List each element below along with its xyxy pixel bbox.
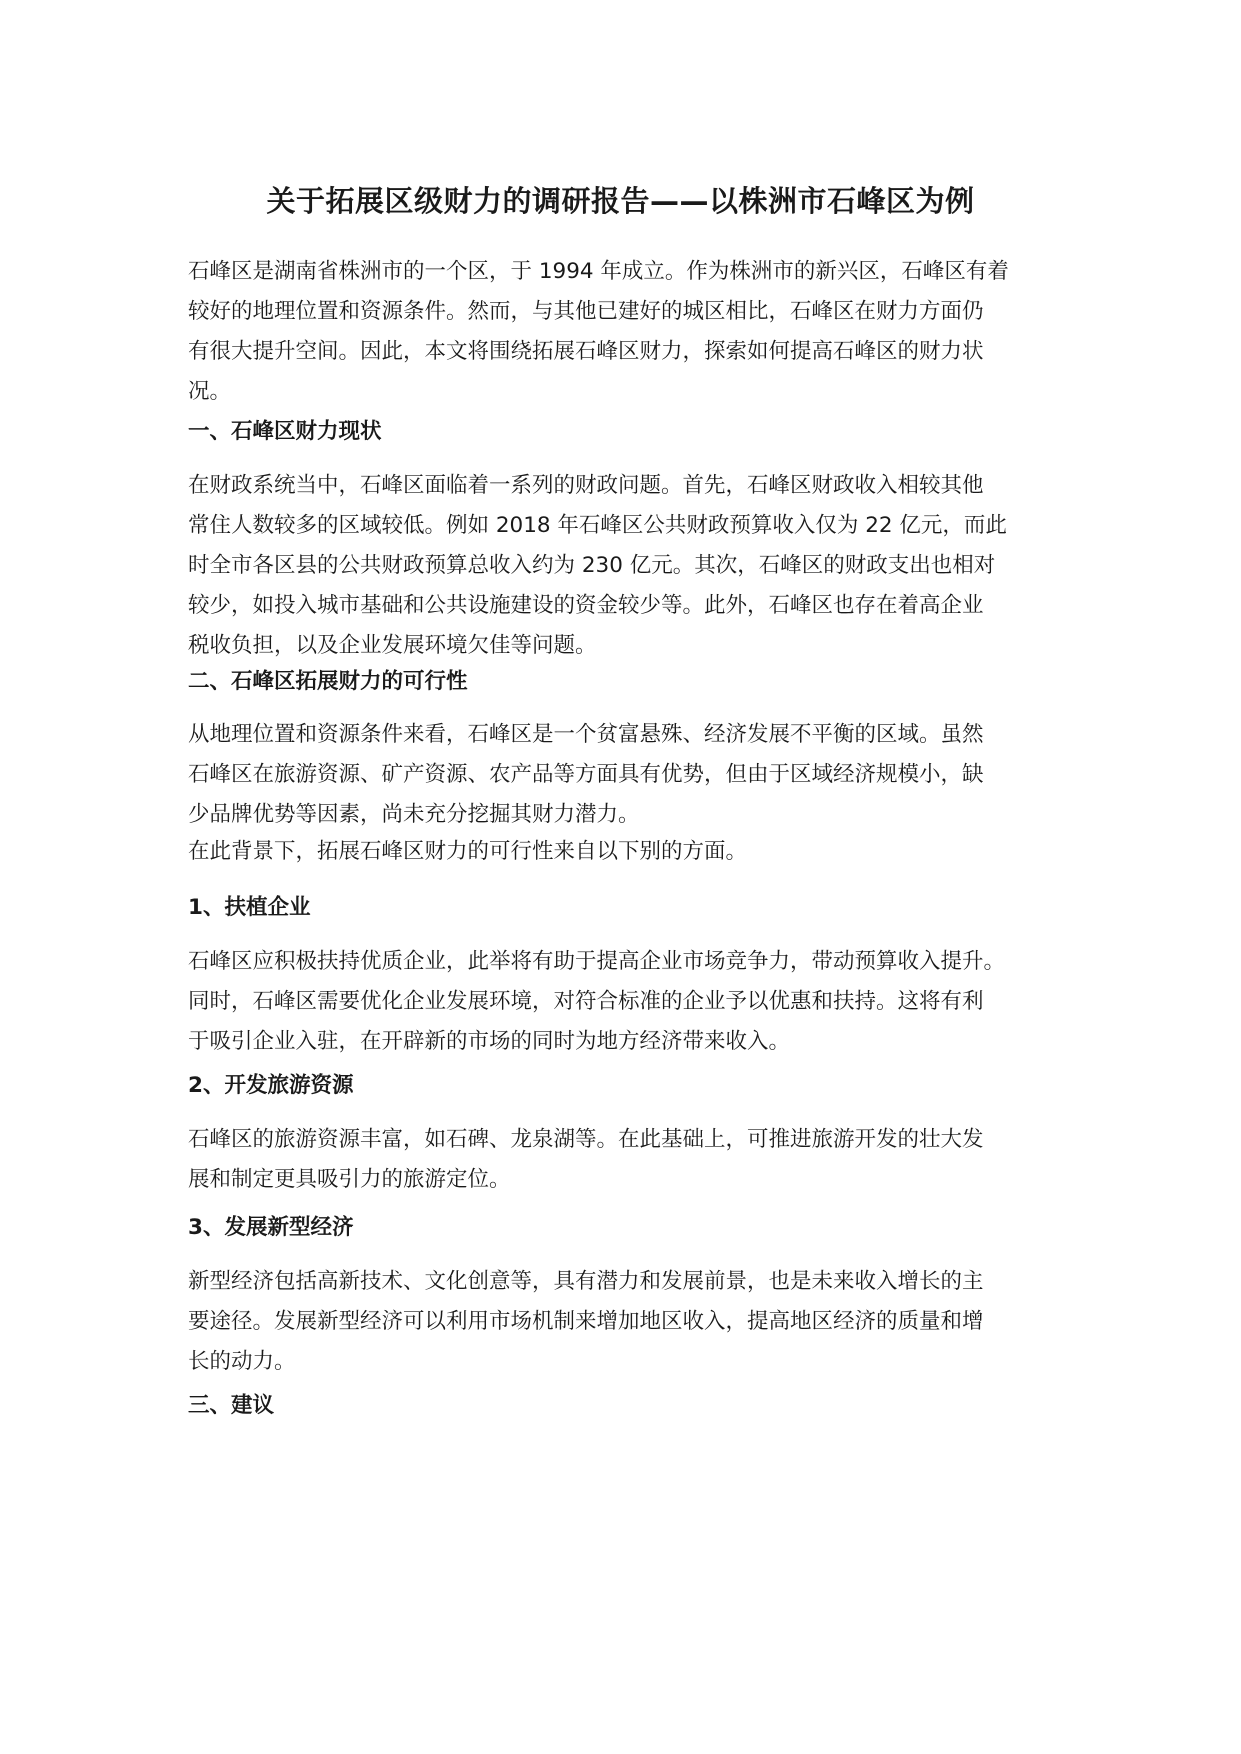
- section-1-paragraph: [188, 466, 1078, 666]
- section-heading-3: 三、建议: [188, 1393, 275, 1418]
- paragraph-line: 从地理位置和资源条件来看，石峰区是一个贫富悬殊、经济发展不平衡的区域。虽然: [188, 722, 984, 747]
- paragraph-line: 况。: [188, 379, 232, 404]
- item-3-paragraph: [188, 1262, 1078, 1382]
- paragraph-line: 较好的地理位置和资源条件。然而，与其他已建好的城区相比，石峰区在财力方面仍: [188, 299, 984, 324]
- section-2-paragraph: [188, 715, 1078, 835]
- paragraph-line: 有很大提升空间。因此，本文将围绕拓展石峰区财力，探索如何提高石峰区的财力状: [188, 339, 984, 364]
- section-heading-1: 一、石峰区财力现状: [188, 419, 382, 444]
- paragraph-line: 于吸引企业入驻，在开辟新的市场的同时为地方经济带来收入。: [188, 1029, 791, 1054]
- paragraph-line: 在此背景下，拓展石峰区财力的可行性来自以下别的方面。: [188, 839, 748, 864]
- section-2-lead: [188, 832, 1078, 872]
- paragraph-line: 石峰区的旅游资源丰富，如石碑、龙泉湖等。在此基础上，可推进旅游开发的壮大发: [188, 1127, 984, 1152]
- paragraph-line: 时全市各区县的公共财政预算总收入约为 230 亿元。其次，石峰区的财政支出也相对: [188, 553, 996, 578]
- paragraph-line: 石峰区在旅游资源、矿产资源、农产品等方面具有优势，但由于区域经济规模小，缺: [188, 762, 984, 787]
- paragraph-line: 税收负担，以及企业发展环境欠佳等问题。: [188, 633, 597, 658]
- paragraph-line: 长的动力。: [188, 1349, 296, 1374]
- paragraph-line: 新型经济包括高新技术、文化创意等，具有潜力和发展前景，也是未来收入增长的主: [188, 1269, 984, 1294]
- paragraph-line: 在财政系统当中，石峰区面临着一系列的财政问题。首先，石峰区财政收入相较其他: [188, 473, 984, 498]
- paragraph-line: 较少，如投入城市基础和公共设施建设的资金较少等。此外，石峰区也存在着高企业: [188, 593, 984, 618]
- intro-paragraph: [188, 252, 1078, 412]
- item-1-paragraph: [188, 942, 1078, 1062]
- section-heading-2: 二、石峰区拓展财力的可行性: [188, 669, 468, 694]
- item-heading-3: 3、发展新型经济: [188, 1215, 354, 1240]
- paragraph-line: 少品牌优势等因素，尚未充分挖掘其财力潜力。: [188, 802, 640, 827]
- paragraph-line: 石峰区是湖南省株洲市的一个区，于 1994 年成立。作为株洲市的新兴区，石峰区有着: [188, 259, 1009, 284]
- paragraph-line: 石峰区应积极扶持优质企业，此举将有助于提高企业市场竞争力，带动预算收入提升。: [188, 949, 1006, 974]
- paragraph-line: 同时，石峰区需要优化企业发展环境，对符合标准的企业予以优惠和扶持。这将有利: [188, 989, 984, 1014]
- item-heading-2: 2、开发旅游资源: [188, 1073, 354, 1098]
- paragraph-line: 常住人数较多的区域较低。例如 2018 年石峰区公共财政预算收入仅为 22 亿元，而此: [188, 513, 1007, 538]
- document-title: 关于拓展区级财力的调研报告——以株洲市石峰区为例: [266, 184, 975, 218]
- item-heading-1: 1、扶植企业: [188, 895, 311, 920]
- paragraph-line: 展和制定更具吸引力的旅游定位。: [188, 1167, 511, 1192]
- paragraph-line: 要途径。发展新型经济可以利用市场机制来增加地区收入，提高地区经济的质量和增: [188, 1309, 984, 1334]
- item-2-paragraph: [188, 1120, 1078, 1200]
